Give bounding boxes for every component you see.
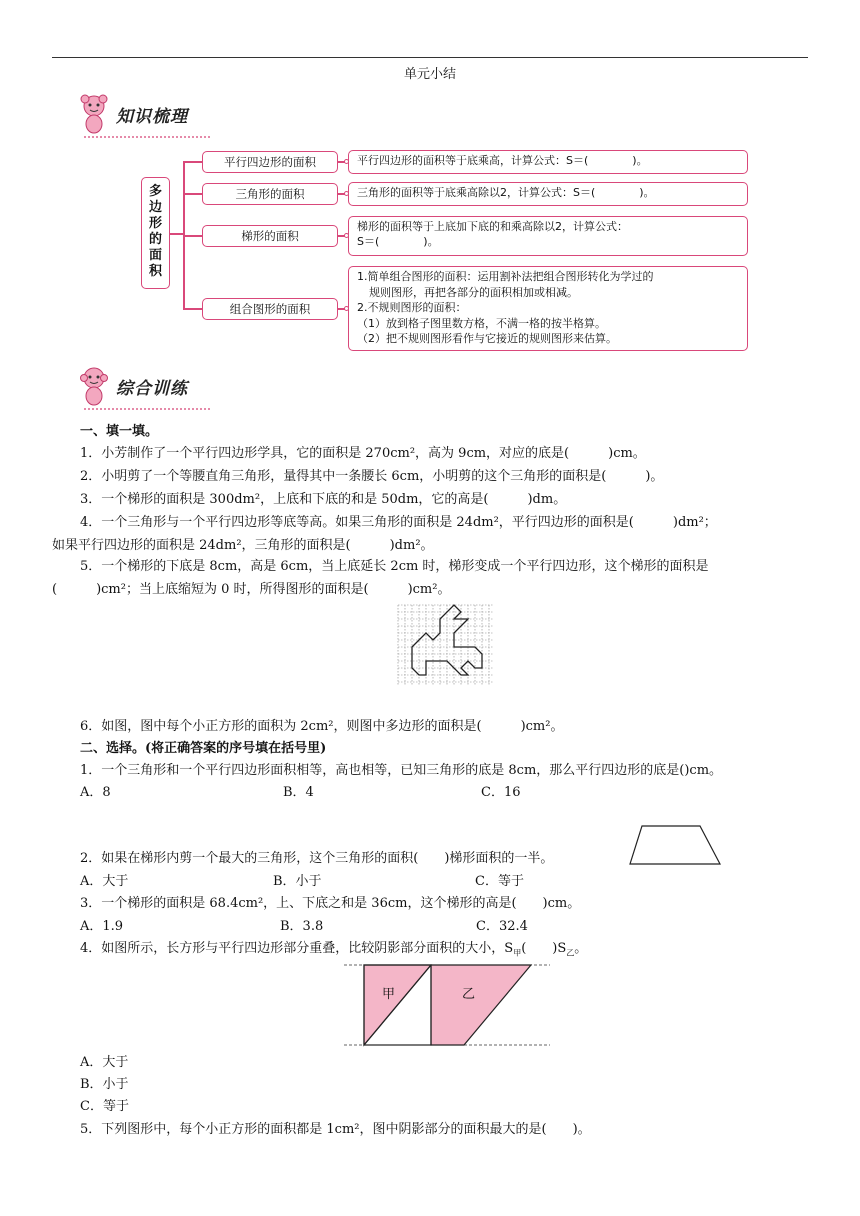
- overlap-figure: [340, 961, 552, 1051]
- option-b[interactable]: B．4: [283, 785, 314, 800]
- question-text: 如果平行四边形的面积是 24dm²，三角形的面积是( )dm²。: [52, 538, 434, 553]
- subscript: 甲: [513, 948, 522, 958]
- category-label: 平行四边形的面积: [224, 155, 316, 169]
- desc-parallelogram: [348, 150, 748, 174]
- question-2-1: [52, 760, 812, 782]
- desc-text: 平行四边形的面积等于底乘高，计算公式：S＝( )。: [357, 154, 648, 167]
- desc-text: S＝( )。: [357, 235, 439, 248]
- part2-heading: 二、选择。(将正确答案的序号填在括号里): [80, 741, 327, 756]
- question-text: 4．如图所示，长方形与平行四边形部分重叠，比较阴影部分面积的大小，S: [80, 941, 514, 956]
- option-c[interactable]: C．等于: [80, 1099, 129, 1114]
- category-parallelogram: [202, 151, 338, 173]
- mascot-icon: [78, 366, 110, 406]
- category-composite: [202, 298, 338, 320]
- grid-polygon-figure: [397, 604, 495, 686]
- category-label: 三角形的面积: [235, 187, 305, 201]
- section-title: 综合训练: [116, 378, 188, 399]
- question-1-4: [52, 512, 812, 534]
- tree-branch: [183, 161, 203, 163]
- tree-branch: [183, 235, 203, 237]
- mascot-icon: [78, 94, 110, 134]
- question-1-3: [52, 489, 812, 511]
- desc-text: 三角形的面积等于底乘高除以2，计算公式：S＝( )。: [357, 186, 655, 199]
- question-1-1: [52, 443, 812, 465]
- desc-trapezoid: [348, 216, 748, 256]
- section-banner-practice: [78, 366, 188, 406]
- question-text: 3．一个梯形的面积是 68.4cm²，上、下底之和是 36cm，这个梯形的高是( )cm。: [80, 896, 581, 911]
- option-c[interactable]: C．等于: [475, 874, 524, 889]
- option-c[interactable]: C．16: [481, 785, 521, 800]
- question-1-2: [52, 466, 812, 488]
- section-title: 知识梳理: [116, 106, 188, 127]
- option-a[interactable]: A．大于: [80, 874, 129, 889]
- question-2-3: [52, 893, 812, 915]
- question-text: 。: [574, 941, 588, 956]
- page-title: 单元小结: [403, 67, 456, 82]
- trapezoid-figure: [628, 824, 724, 866]
- question-text: 2．如果在梯形内剪一个最大的三角形，这个三角形的面积( )梯形面积的一半。: [80, 851, 554, 866]
- question-1-6: [52, 716, 812, 738]
- option-b[interactable]: B．3.8: [280, 919, 324, 934]
- root-char: 积: [148, 264, 162, 279]
- root-char: 多: [148, 184, 162, 199]
- tree-branch: [183, 193, 203, 195]
- option-a[interactable]: A．8: [80, 785, 111, 800]
- option-b[interactable]: B．小于: [273, 874, 322, 889]
- category-trapezoid: [202, 225, 338, 247]
- question-text: 5．下列图形中，每个小正方形的面积都是 1cm²，图中阴影部分的面积最大的是( )。: [80, 1122, 591, 1137]
- category-label: 梯形的面积: [241, 229, 299, 243]
- question-text: ( )cm²；当上底缩短为 0 时，所得图形的面积是( )cm²。: [52, 582, 451, 597]
- desc-text: （2）把不规则图形看作与它接近的规则图形来估算。: [357, 332, 617, 345]
- header-rule: [52, 57, 808, 58]
- desc-text: 1.简单组合图形的面积：运用割补法把组合图形转化为学过的: [357, 270, 654, 283]
- question-1-5: [52, 556, 812, 578]
- tree-root: [141, 177, 170, 289]
- question-2-4: [52, 938, 812, 960]
- root-char: 边: [148, 200, 162, 215]
- desc-text: （1）放到格子图里数方格，不满一格的按半格算。: [357, 316, 606, 330]
- tree-connector: [170, 233, 184, 235]
- question-text: 2．小明剪了一个等腰直角三角形，量得其中一条腰长 6cm，小明剪的这个三角形的面积是( )。: [80, 469, 664, 484]
- part1-heading: 一、填一填。: [80, 424, 159, 439]
- desc-text: 2.不规则图形的面积：: [357, 301, 467, 314]
- subscript: 乙: [566, 948, 575, 958]
- question-text: 1．小芳制作了一个平行四边形学具，它的面积是 270cm²，高为 9cm，对应的底是( )cm。: [80, 446, 646, 461]
- question-text: 6．如图，图中每个小正方形的面积为 2cm²，则图中多边形的面积是( )cm²。: [80, 719, 564, 734]
- desc-composite: [348, 266, 748, 351]
- category-triangle: [202, 183, 338, 205]
- question-2-5: [52, 1119, 812, 1141]
- root-char: 的: [148, 232, 162, 247]
- banner-underline: [84, 136, 210, 138]
- figure-label-jia: 甲: [382, 987, 396, 1002]
- question-text: 4．一个三角形与一个平行四边形等底等高。如果三角形的面积是 24dm²，平行四边形的面积是( )dm²；: [80, 515, 717, 530]
- question-1-4-cont: [52, 535, 812, 557]
- desc-triangle: [348, 182, 748, 206]
- option-a[interactable]: A．大于: [80, 1055, 129, 1070]
- banner-underline: [84, 408, 210, 410]
- tree-branch: [183, 308, 203, 310]
- option-b[interactable]: B．小于: [80, 1077, 129, 1092]
- category-label: 组合图形的面积: [229, 302, 311, 316]
- question-text: 5．一个梯形的下底是 8cm，高是 6cm，当上底延长 2cm 时，梯形变成一个平行四边形，这个梯形的面积是: [80, 559, 709, 574]
- desc-text: 梯形的面积等于上底加下底的和乘高除以2，计算公式：: [357, 220, 628, 233]
- root-char: 形: [148, 216, 162, 231]
- section-banner-knowledge: [78, 94, 188, 134]
- option-c[interactable]: C．32.4: [476, 919, 528, 934]
- question-1-5-cont: [52, 579, 812, 601]
- root-char: 面: [148, 248, 162, 263]
- desc-text: 规则图形，再把各部分的面积相加或相减。: [369, 285, 578, 299]
- figure-label-yi: 乙: [462, 987, 476, 1002]
- question-text: 1．一个三角形和一个平行四边形面积相等，高也相等，已知三角形的底是 8cm，那么平行四边形的底是()cm。: [80, 763, 723, 778]
- question-text: ( )S: [521, 941, 567, 956]
- option-a[interactable]: A．1.9: [80, 919, 124, 934]
- question-text: 3．一个梯形的面积是 300dm²，上底和下底的和是 50dm，它的高是( )dm。: [80, 492, 567, 507]
